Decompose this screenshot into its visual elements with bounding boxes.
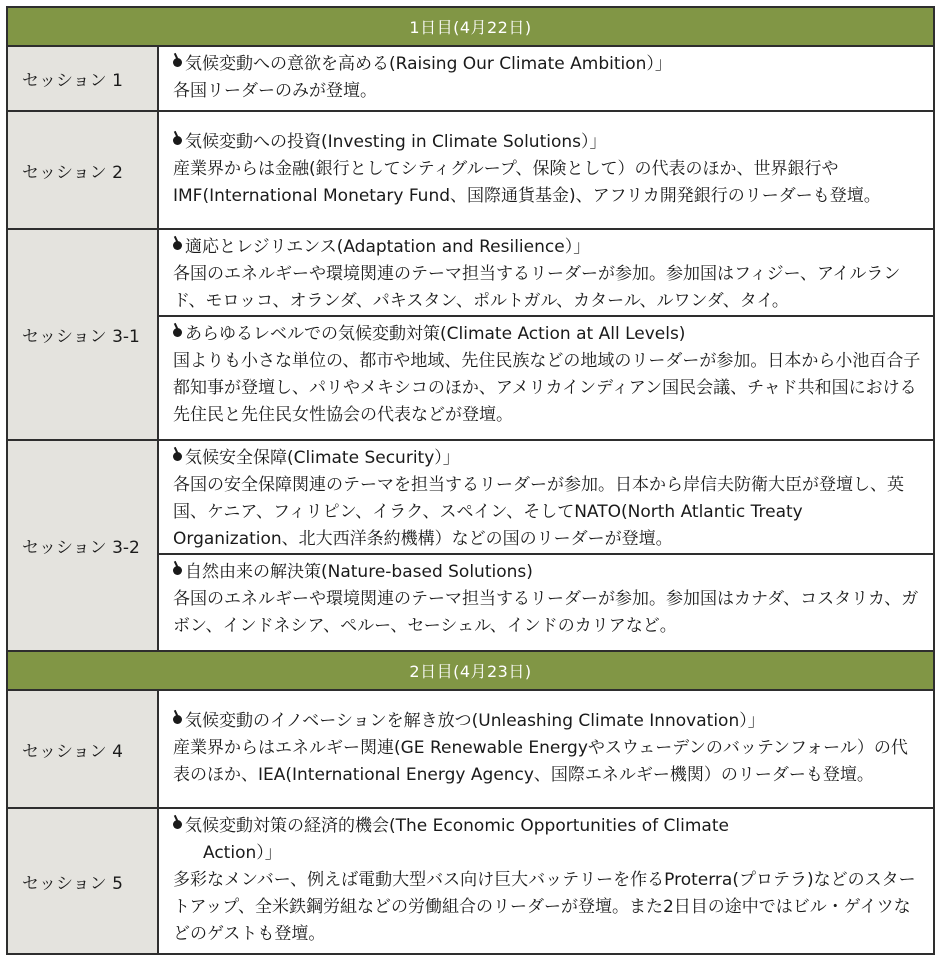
table-row [7,690,934,808]
bomb-bullet-icon [173,820,182,829]
bomb-bullet-icon [173,328,182,337]
topic-title: あらゆるレベルでの気候変動対策(Climate Action at All Levels) [173,321,923,348]
topic-title: 気候変動対策の経済的機会(The Economic Opportunities of Climate [173,813,923,840]
topic-title: 適応とレジリエンス(Adaptation and Resilience）」 [173,234,923,261]
table-row [7,46,934,111]
topic-title: 気候変動への投資(Investing in Climate Solutions）」 [173,129,923,156]
topic-block [159,553,933,645]
topic-title: 自然由来の解決策(Nature-based Solutions) [173,559,923,586]
session-3-2-label: セッション 3-2 [7,440,158,651]
topic-title: 気候安全保障(Climate Security）」 [173,445,923,472]
session-5-content [158,808,934,954]
topic-title: 気候変動のイノベーションを解き放つ(Unleashing Climate Innovation）」 [173,708,923,735]
bomb-bullet-icon [173,58,182,67]
day-header-row [7,7,934,46]
table-row [7,229,934,440]
session-1-label: セッション 1 [7,46,158,111]
session-3-1-label: セッション 3-1 [7,229,158,440]
bomb-bullet-icon [173,136,182,145]
bomb-bullet-icon [173,715,182,724]
session-2-label: セッション 2 [7,111,158,229]
table-row [7,111,934,229]
session-4-content [158,690,934,808]
bomb-bullet-icon [173,566,182,575]
day2-header: 2日目(4月23日) [7,651,934,690]
session-3-1-content [158,229,934,440]
topic-description: 多彩なメンバー、例えば電動大型バス向け巨大バッテリーを作るProterra(プロテラ)などのスタートアップ、全米鉄鋼労組などの労働組合のリーダーが登壇。また2日目の途中ではビル・ゲイツなどのゲストも登壇。 [173,870,916,944]
summit-schedule-table [6,6,935,955]
topic-description: 各国の安全保障関連のテーマを担当するリーダーが参加。日本から岸信夫防衛大臣が登壇し、英国、ケニア、フィリピン、イラク、スペイン、そしてNATO(North Atlantic Treaty Organization、北大西洋条約機構）などの国のリーダーが登壇。 [173,475,904,549]
topic-description: 各国のエネルギーや環境関連のテーマ担当するリーダーが参加。参加国はフィジー、アイルランド、モロッコ、オランダ、パキスタン、ポルトガル、カタール、ルワンダ、タイ。 [173,264,901,311]
session-3-2-content [158,440,934,651]
topic-description: 国よりも小さな単位の、都市や地域、先住民族などの地域のリーダーが参加。日本から小池百合子都知事が登壇し、パリやメキシコのほか、アメリカインディアン国民会議、チャド共和国における先住民と先住民女性協会の代表などが登壇。 [173,351,921,425]
topic-block [173,234,923,315]
topic-description: 産業界からは金融(銀行としてシティグループ、保険として）の代表のほか、世界銀行やIMF(International Monetary Fund、国際通貨基金)、アフリカ開発銀行のリーダーも登壇。 [173,159,881,206]
topic-description: 各国のエネルギーや環境関連のテーマ担当するリーダーが参加。参加国はカナダ、コスタリカ、ガボン、インドネシア、ペルー、セーシェル、インドのカリアなど。 [173,589,919,636]
session-5-label: セッション 5 [7,808,158,954]
topic-description: 各国リーダーのみが登壇。 [173,81,377,101]
topic-description: 産業界からはエネルギー関連(GE Renewable Energyやスウェーデンのバッテンフォール）の代表のほか、IEA(International Energy Agency、国際エネルギー機関）のリーダーも登壇。 [173,738,908,785]
bomb-bullet-icon [173,452,182,461]
topic-title-continued: Action）」 [203,843,282,863]
day1-header: 1日目(4月22日) [7,7,934,46]
day-header-row [7,651,934,690]
topic-block [159,315,933,434]
table-row [7,440,934,651]
bomb-bullet-icon [173,241,182,250]
table-row [7,808,934,954]
topic-title: 気候変動への意欲を高める(Raising Our Climate Ambition）」 [173,51,923,78]
session-1-content [158,46,934,111]
session-2-content [158,111,934,229]
session-4-label: セッション 4 [7,690,158,808]
topic-block [173,445,923,553]
